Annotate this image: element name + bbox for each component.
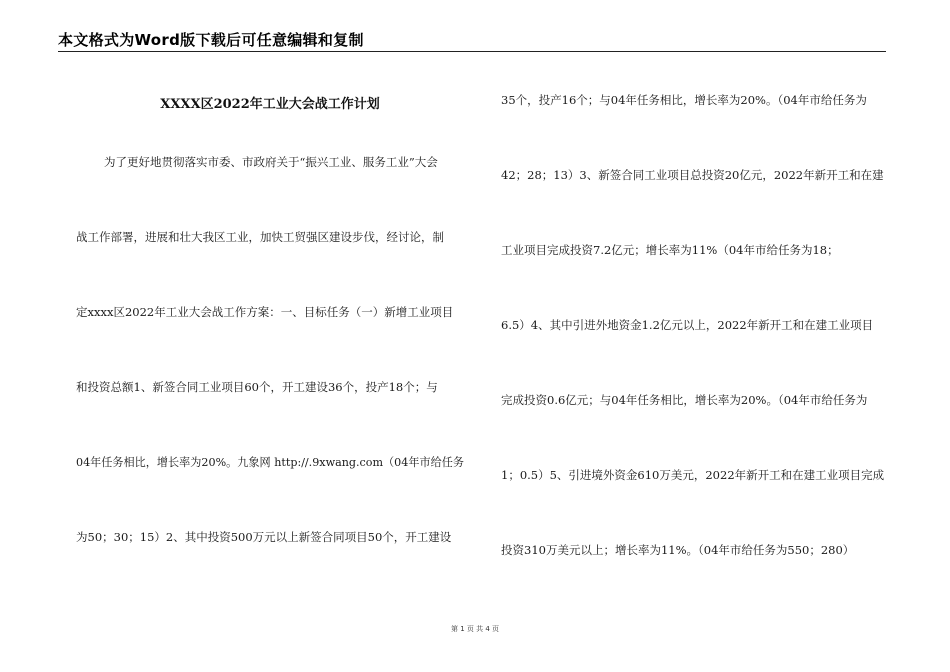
document-title: XXXX区2022年工业大会战工作计划: [160, 97, 380, 112]
left-line-3: 定xxxx区2022年工业大会战工作方案：一、目标任务（一）新增工业项目: [76, 305, 454, 319]
right-line-7: 投资310万美元以上；增长率为11%。（04年市给任务为550；280）: [501, 543, 855, 557]
right-line-5: 完成投资0.6亿元；与04年任务相比，增长率为20%。（04年市给任务为: [501, 393, 868, 407]
left-line-5: 04年任务相比，增长率为20%。九象网 http://.9xwang.com（04年市给任务: [76, 455, 464, 469]
banner-divider: [58, 51, 886, 52]
right-line-3: 工业项目完成投资7.2亿元；增长率为11%（04年市给任务为18；: [501, 243, 839, 257]
right-line-1: 35个，投产16个；与04年任务相比，增长率为20%。（04年市给任务为: [501, 93, 867, 107]
left-line-4: 和投资总额1、新签合同工业项目60个，开工建设36个，投产18个；与: [76, 380, 438, 394]
right-line-4: 6.5）4、其中引进外地资金1.2亿元以上，2022年新开工和在建工业项目: [501, 318, 874, 332]
right-line-2: 42；28；13）3、新签合同工业项目总投资20亿元，2022年新开工和在建: [501, 168, 884, 182]
left-line-6: 为50；30；15）2、其中投资500万元以上新签合同项目50个，开工建设: [76, 530, 452, 544]
left-line-1: 为了更好地贯彻落实市委、市政府关于“振兴工业、服务工业”大会: [104, 155, 438, 169]
right-line-6: 1；0.5）5、引进境外资金610万美元，2022年新开工和在建工业项目完成: [501, 468, 885, 482]
download-banner: 本文格式为Word版下载后可任意编辑和复制: [58, 31, 364, 49]
page-number: 第 1 页 共 4 页: [450, 625, 500, 633]
left-line-2: 战工作部署，进展和壮大我区工业，加快工贸强区建设步伐，经讨论，制: [76, 230, 444, 244]
